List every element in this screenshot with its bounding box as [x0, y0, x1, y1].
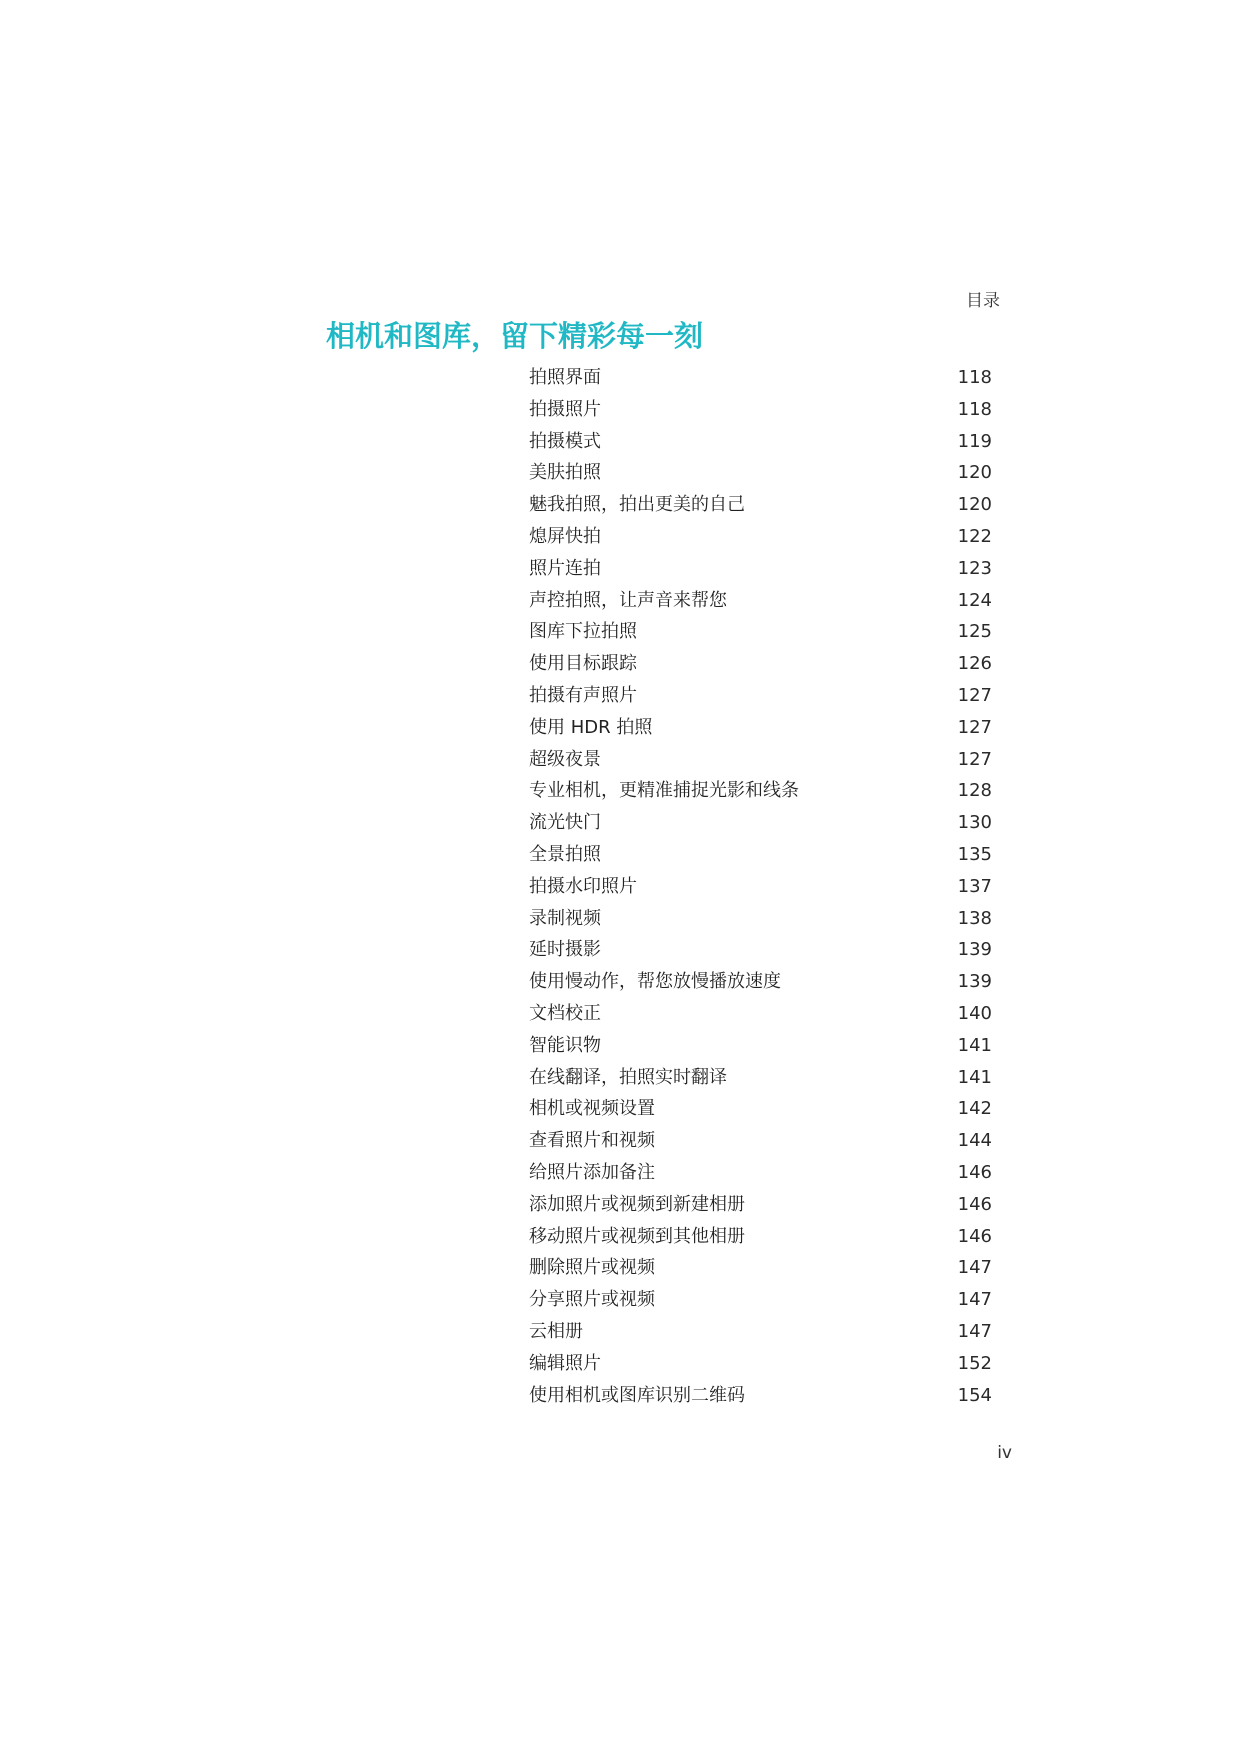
toc-entry[interactable]: [529, 775, 992, 807]
toc-entry-page: 124: [957, 589, 992, 611]
toc-entry-title: 超级夜景: [529, 748, 601, 770]
toc-entry-page: 119: [957, 430, 992, 452]
toc-entry-page: 154: [957, 1384, 992, 1406]
toc-entry-page: 146: [957, 1161, 992, 1183]
toc-entry-title: 全景拍照: [529, 843, 601, 865]
toc-entry[interactable]: [529, 712, 992, 744]
toc-entry[interactable]: [529, 648, 992, 680]
toc-entry-title: 使用慢动作，帮您放慢播放速度: [529, 971, 781, 993]
toc-entry-title: 拍照界面: [529, 367, 601, 388]
toc-entry-page: 138: [957, 907, 992, 929]
toc-entry-page: 135: [957, 843, 992, 865]
toc-entry-title: 专业相机，更精准捕捉光影和线条: [529, 780, 799, 802]
toc-entry[interactable]: [529, 553, 992, 585]
toc-entry[interactable]: [529, 1189, 992, 1221]
toc-entry-page: 127: [957, 748, 992, 770]
toc-entry-page: 140: [957, 1002, 992, 1024]
toc-entry-title: 拍摄水印照片: [529, 875, 637, 897]
toc-entry-page: 146: [957, 1225, 992, 1247]
toc-entry-page: 128: [957, 780, 992, 802]
toc-entry-title: 文档校正: [529, 1002, 601, 1024]
running-header: 目录: [966, 291, 1000, 311]
toc-entry-title: 使用 HDR 拍照: [529, 716, 653, 738]
toc-entry[interactable]: [529, 839, 992, 871]
toc-entry-title: 延时摄影: [529, 939, 601, 961]
toc-entry[interactable]: [529, 1062, 992, 1094]
toc-entry-title: 拍摄有声照片: [529, 684, 637, 706]
toc-entry-title: 删除照片或视频: [529, 1257, 655, 1279]
toc-entry-page: 147: [957, 1257, 992, 1279]
toc-entry-title: 分享照片或视频: [529, 1289, 655, 1311]
toc-entry-title: 移动照片或视频到其他相册: [529, 1225, 745, 1247]
toc-entry-page: 142: [957, 1098, 992, 1120]
toc-entry-page: 125: [957, 621, 992, 643]
toc-entry-title: 拍摄照片: [529, 398, 601, 420]
toc-entry[interactable]: [529, 616, 992, 648]
toc-entry[interactable]: [529, 1316, 992, 1348]
toc-entry-page: 152: [957, 1352, 992, 1374]
toc-entry-page: 141: [957, 1066, 992, 1088]
toc-entry-page: 120: [957, 494, 992, 516]
toc-entry-title: 使用目标跟踪: [529, 653, 637, 675]
toc-entry[interactable]: [529, 585, 992, 617]
toc-entry-page: 122: [957, 525, 992, 547]
toc-entry-page: 147: [957, 1289, 992, 1311]
toc-entry-page: 118: [957, 398, 992, 420]
page-number: iv: [997, 1443, 1012, 1463]
toc-entry-title: 使用相机或图库识别二维码: [529, 1384, 745, 1406]
toc-entry[interactable]: [529, 744, 992, 776]
toc-entry[interactable]: [529, 1157, 992, 1189]
toc-entry-title: 录制视频: [529, 907, 601, 929]
toc-entry-page: 127: [957, 684, 992, 706]
toc-entry-page: 146: [957, 1193, 992, 1215]
toc-entry-title: 给照片添加备注: [529, 1161, 655, 1183]
toc-entry[interactable]: [529, 521, 992, 553]
toc-entry-page: 139: [957, 971, 992, 993]
toc-entry-title: 查看照片和视频: [529, 1130, 655, 1152]
toc-entry-page: 141: [957, 1034, 992, 1056]
toc-entry-title: 拍摄模式: [529, 430, 601, 452]
toc-entry-page: 139: [957, 939, 992, 961]
toc-entry-title: 在线翻译，拍照实时翻译: [529, 1066, 727, 1088]
toc-entry-title: 相机或视频设置: [529, 1098, 655, 1120]
toc-entry[interactable]: [529, 1284, 992, 1316]
toc-entry[interactable]: [529, 966, 992, 998]
toc-entry[interactable]: [529, 1252, 992, 1284]
toc-entry-title: 魅我拍照，拍出更美的自己: [529, 494, 745, 516]
toc-entry-page: 130: [957, 812, 992, 834]
toc-entry-title: 流光快门: [529, 812, 601, 834]
toc-entry-title: 声控拍照，让声音来帮您: [529, 589, 727, 611]
section-title: 相机和图库，留下精彩每一刻: [326, 319, 704, 353]
toc-entry-title: 编辑照片: [529, 1352, 601, 1374]
toc-entry[interactable]: [529, 426, 992, 458]
toc-entry[interactable]: [529, 998, 992, 1030]
toc-entry[interactable]: [529, 807, 992, 839]
toc-entry[interactable]: [529, 489, 992, 521]
toc-entry[interactable]: [529, 934, 992, 966]
toc-entry-page: 118: [957, 367, 992, 388]
toc-entry-title: 美肤拍照: [529, 462, 601, 484]
toc-entry-page: 144: [957, 1130, 992, 1152]
toc-entry[interactable]: [529, 362, 992, 394]
toc-entry[interactable]: [529, 457, 992, 489]
toc-entry-title: 照片连拍: [529, 557, 601, 579]
toc-entry[interactable]: [529, 1348, 992, 1380]
toc-entry[interactable]: [529, 680, 992, 712]
toc-entry[interactable]: [529, 903, 992, 935]
toc-entry-page: 123: [957, 557, 992, 579]
toc-entry[interactable]: [529, 1380, 992, 1412]
toc-entry[interactable]: [529, 1030, 992, 1062]
toc-entry-page: 137: [957, 875, 992, 897]
toc-entry[interactable]: [529, 1093, 992, 1125]
toc-entry[interactable]: [529, 1221, 992, 1253]
toc-entry[interactable]: [529, 394, 992, 426]
toc-entry-title: 添加照片或视频到新建相册: [529, 1193, 745, 1215]
toc-entry-title: 云相册: [529, 1320, 583, 1342]
toc-entry-title: 图库下拉拍照: [529, 621, 637, 643]
toc-entry[interactable]: [529, 871, 992, 903]
toc-entry-page: 147: [957, 1320, 992, 1342]
toc-entry-title: 熄屏快拍: [529, 525, 601, 547]
toc-entry[interactable]: [529, 1125, 992, 1157]
toc-entry-title: 智能识物: [529, 1034, 601, 1056]
toc-entry-page: 127: [957, 716, 992, 738]
toc-entry-page: 126: [957, 653, 992, 675]
toc-entry-page: 120: [957, 462, 992, 484]
table-of-contents: [529, 362, 992, 1411]
